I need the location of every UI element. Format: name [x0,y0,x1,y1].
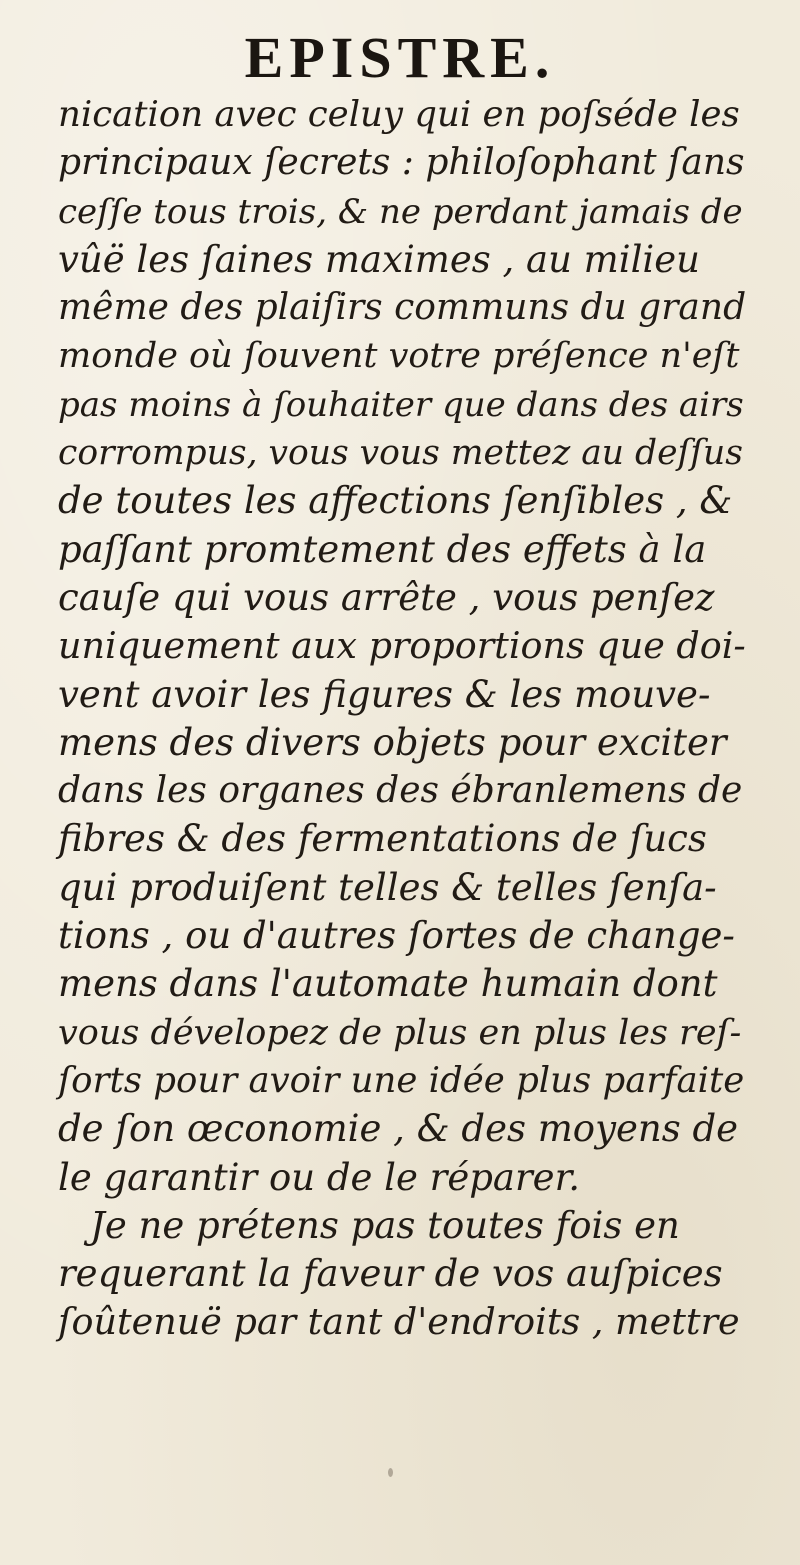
text-line: principaux ſecrets : philoſophant ſans [58,142,745,184]
text-line: ceſſe tous trois, & ne perdant jamais de [58,191,743,232]
text-line: nication avec celuy qui en poſséde les [58,94,740,135]
paper-speck [388,1468,393,1477]
body-text [58,91,748,1347]
text-line: pas moins à ſouhaiter que dans des airs [58,384,744,425]
text-line: dans les organes des ébranlemens de [58,770,743,812]
text-line: mens dans l'automate humain dont [58,962,718,1006]
text-line: uniquement aux proportions que doi- [58,624,746,668]
text-line: de ſon œconomie , & des moyens de [58,1107,739,1151]
text-line: mens des divers objets pour exciter [58,720,727,764]
text-line: paſſant promtement des effets à la [58,527,707,571]
running-header: EPISTRE. [244,25,556,90]
text-line: vous dévelopez de plus en plus les reſ- [58,1012,742,1053]
text-line: fibres & des fermentations de ſucs [58,817,707,861]
text-line: requerant la faveur de vos auſpices [58,1252,723,1296]
text-line: de toutes les affections ſenſibles , & [58,479,733,523]
text-line: même des plaiſirs communs du grand [58,287,747,329]
text-line: tions , ou d'autres ſortes de change- [58,914,735,958]
text-line: vent avoir les figures & les mouve- [58,672,711,716]
text-line: qui produiſent telles & telles ſenſa- [58,865,717,909]
text-line: corrompus, vous vous mettez au deſſus [58,433,743,474]
text-line: cauſe qui vous arrête , vous penſez [58,575,715,619]
text-line: vûë les ſaines maximes , au milieu [58,237,700,281]
paragraph-first-line: Je ne prétens pas toutes fois en [90,1203,680,1247]
text-line: ſoûtenuë par tant d'endroits , mettre [58,1300,740,1344]
text-line: ſorts pour avoir une idée plus parfaite [58,1059,745,1101]
text-line: le garantir ou de le réparer. [58,1155,580,1199]
text-line: monde où ſouvent votre préſence n'eſt [58,336,740,377]
